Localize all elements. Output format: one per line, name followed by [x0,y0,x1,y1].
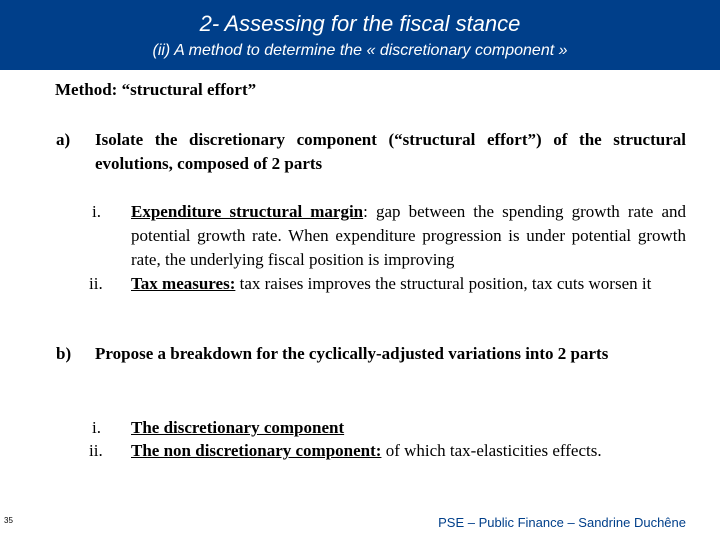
slide-title: 2- Assessing for the fiscal stance [199,11,521,36]
slide-number: 35 [4,516,13,525]
footer-credit: PSE – Public Finance – Sandrine Duchêne [438,515,686,530]
method-heading: Method: “structural effort” [55,80,257,99]
section-a-item-1-marker: i. [92,202,101,221]
section-b-item-1 [131,416,691,440]
section-b-item-2 [131,439,711,463]
slide-header [0,0,720,70]
section-a-marker: a) [56,130,71,149]
section-b-marker: b) [56,344,72,363]
slide-subtitle: (ii) A method to determine the « discretionary component » [152,42,568,59]
section-a-item-1-term: Expenditure structural margin [131,202,364,221]
section-a-item-1 [131,200,686,272]
section-a-item-2 [131,272,686,296]
section-a-text: Isolate the discretionary component (“structural effort”) of the structural evolutions, composed of 2 parts [95,130,686,173]
section-a-item-2-marker: ii. [89,274,103,293]
section-b-item-2-marker: ii. [89,441,103,460]
section-a-item-1-rest: : gap between the spending growth rate and potential growth rate. When expenditure progression is under potential growth rate, the underlying fiscal position is improving [131,202,686,269]
section-b-item-2-term: The non discretionary component: [131,441,382,460]
section-b-item-1-marker: i. [92,418,101,437]
section-b-item-2-rest: of which tax-elasticities effects. [381,441,602,460]
section-a-item-2-rest: tax raises improves the structural position, tax cuts worsen it [235,274,652,293]
section-a-item-2-term: Tax measures: [131,274,236,293]
section-b-text: Propose a breakdown for the cyclically-adjusted variations into 2 parts [95,344,609,363]
section-b-item-1-term: The discretionary component [131,418,345,437]
